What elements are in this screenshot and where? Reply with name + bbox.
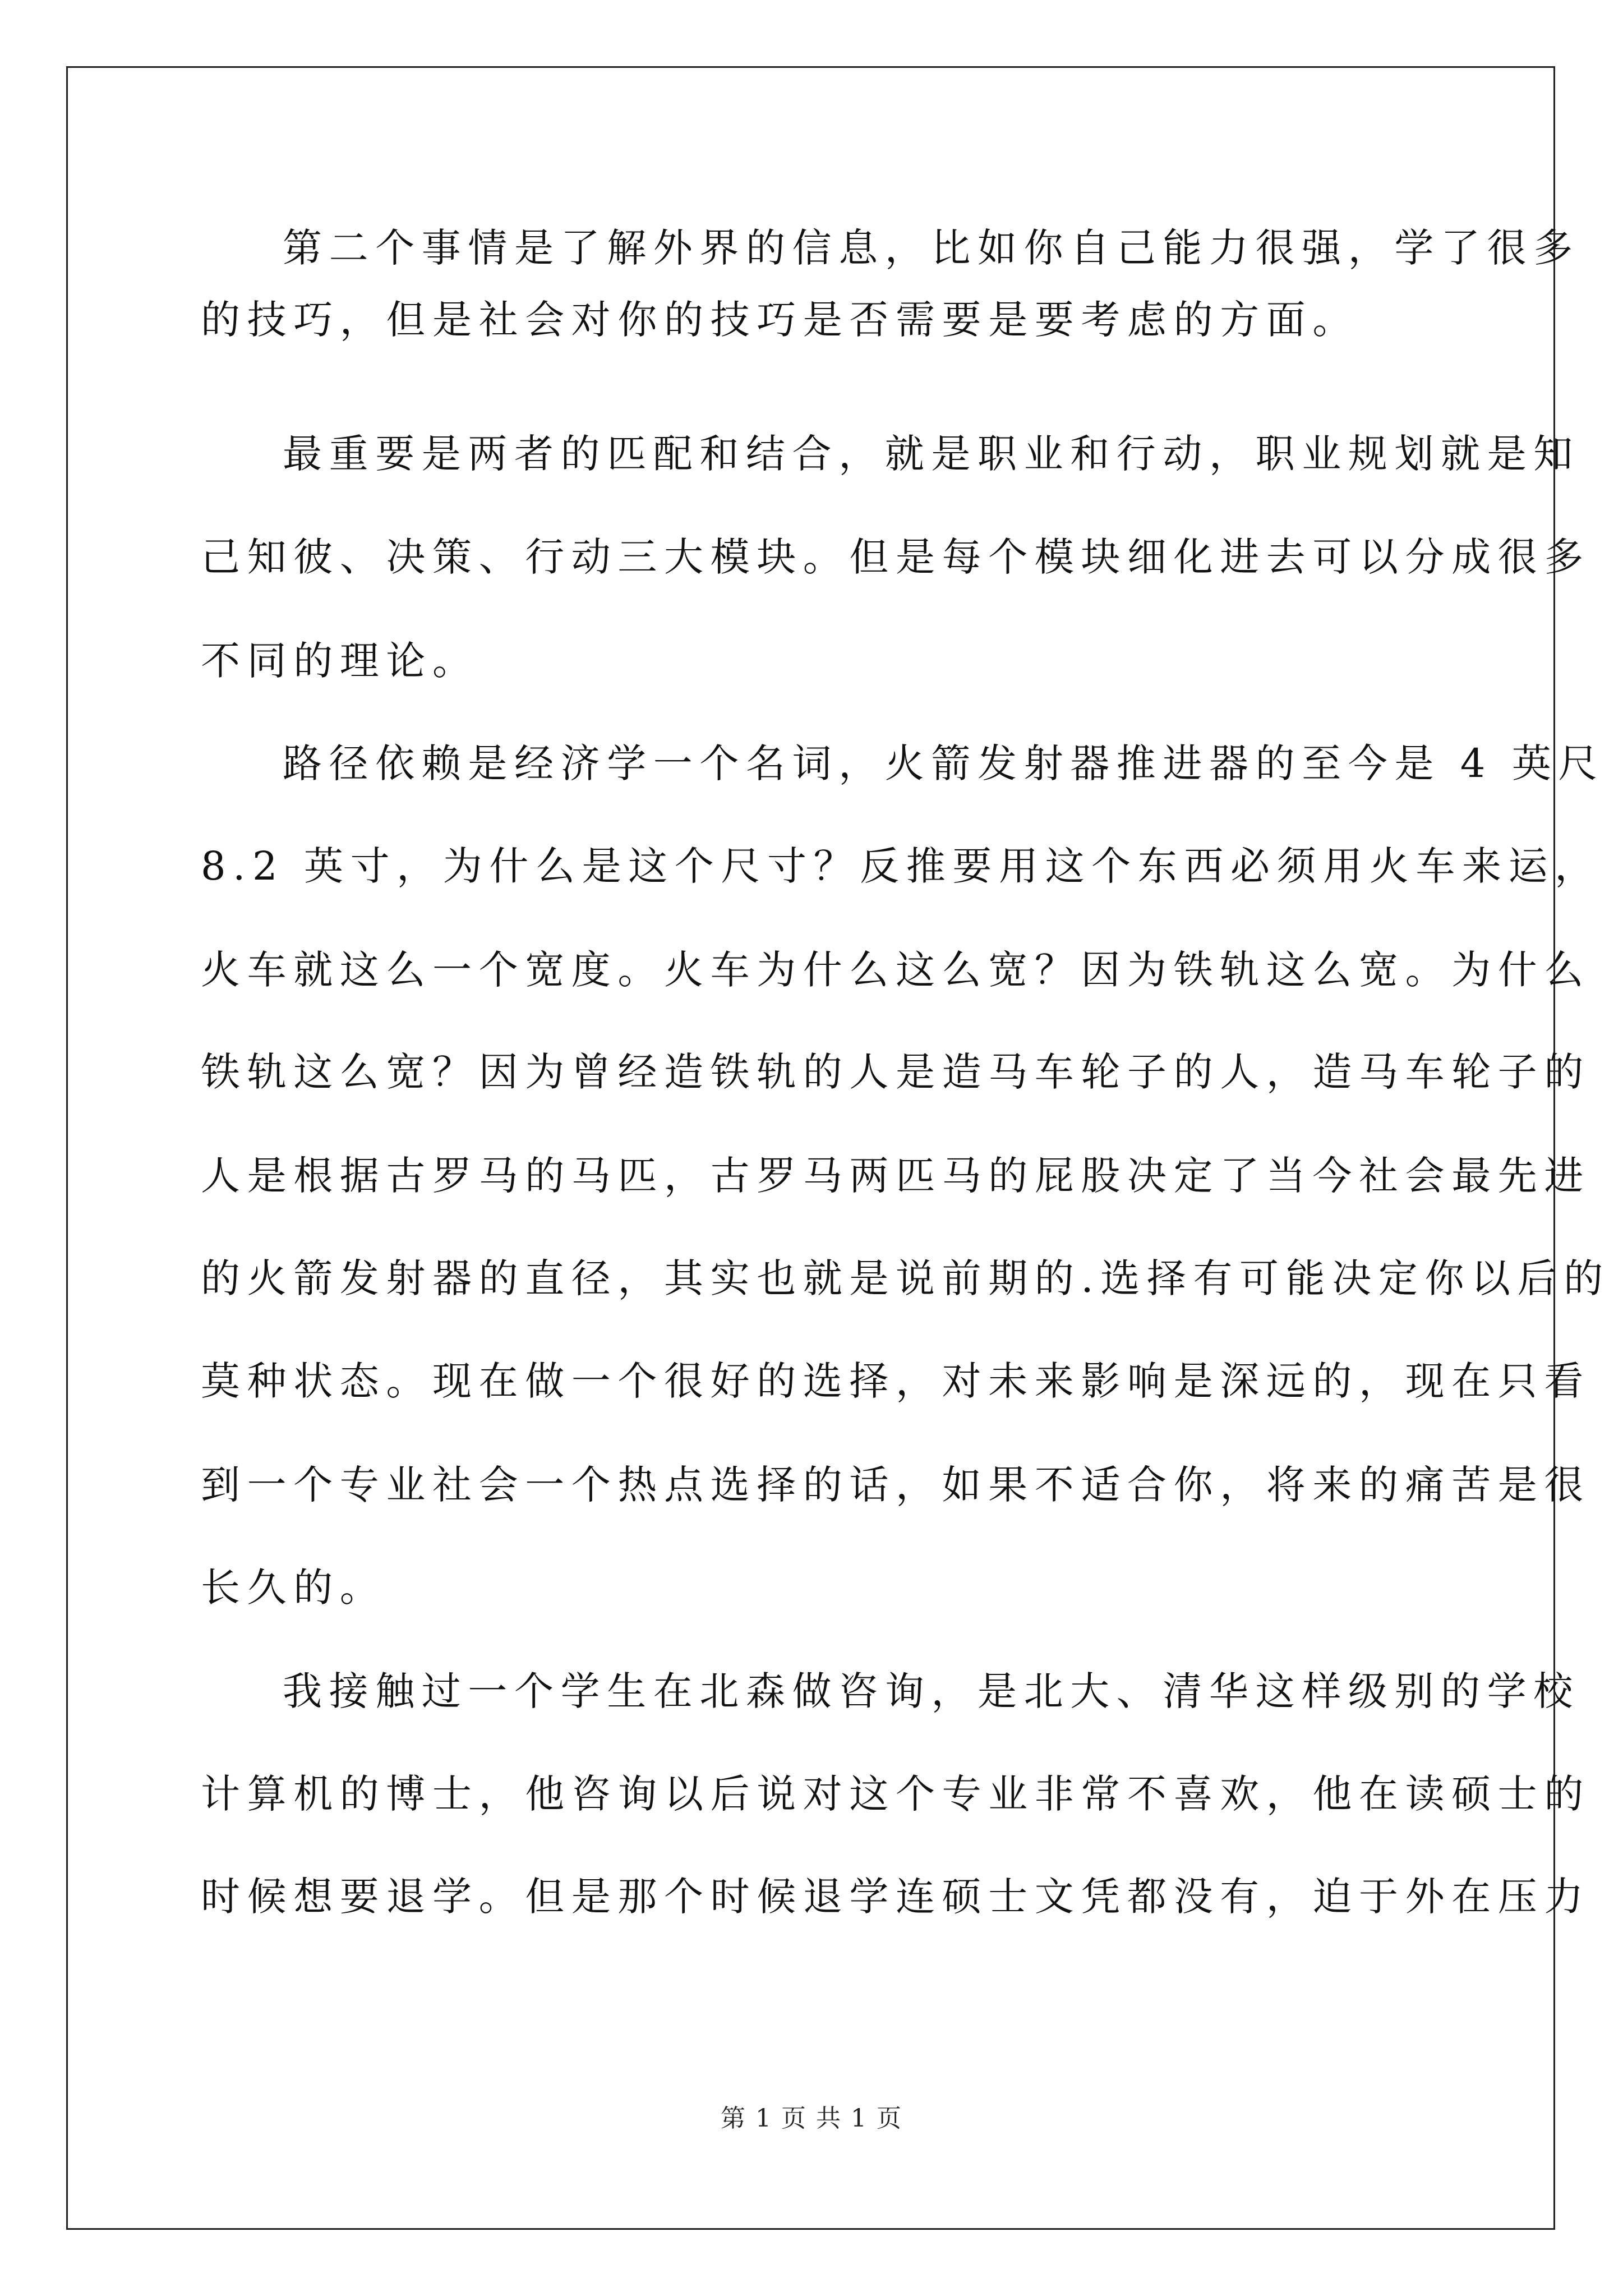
text-line: 我接触过一个学生在北森做咨询，是北大、清华这样级别的学校 xyxy=(283,1668,1580,1714)
text-line: 时候想要退学。但是那个时候退学连硕士文凭都没有，迫于外在压力 xyxy=(201,1874,1590,1920)
text-line: 8.2 英寸，为什么是这个尺寸？反推要用这个东西必须用火车来运， xyxy=(201,843,1601,889)
text-line: 计算机的博士，他咨询以后说对这个专业非常不喜欢，他在读硕士的 xyxy=(201,1771,1590,1817)
text-line: 的技巧，但是社会对你的技巧是否需要是要考虑的方面。 xyxy=(201,297,1359,343)
text-line: 人是根据古罗马的马匹，古罗马两匹马的屁股决定了当今社会最先进 xyxy=(201,1153,1590,1199)
text-line: 己知彼、决策、行动三大模块。但是每个模块细化进去可以分成很多 xyxy=(201,534,1590,580)
text-line: 火车就这么一个宽度。火车为什么这么宽？因为铁轨这么宽。为什么 xyxy=(201,947,1590,993)
text-line: 长久的。 xyxy=(201,1565,386,1611)
text-line: 路径依赖是经济学一个名词，火箭发射器推进器的至今是 4 英尺 xyxy=(283,740,1605,786)
text-line: 铁轨这么宽？因为曾经造铁轨的人是造马车轮子的人，造马车轮子的 xyxy=(201,1049,1590,1095)
text-line: 第二个事情是了解外界的信息，比如你自己能力很强，学了很多 xyxy=(283,225,1580,271)
text-line: 最重要是两者的匹配和结合，就是职业和行动，职业规划就是知 xyxy=(283,431,1580,477)
text-line: 不同的理论。 xyxy=(201,638,479,684)
text-line: 莫种状态。现在做一个很好的选择，对未来影响是深远的，现在只看 xyxy=(201,1358,1590,1404)
page-number-footer: 第 1 页 共 1 页 xyxy=(721,2104,902,2133)
text-line: 的火箭发射器的直径，其实也就是说前期的.选择有可能决定你以后的 xyxy=(201,1255,1610,1301)
text-line: 到一个专业社会一个热点选择的话，如果不适合你，将来的痛苦是很 xyxy=(201,1462,1590,1508)
